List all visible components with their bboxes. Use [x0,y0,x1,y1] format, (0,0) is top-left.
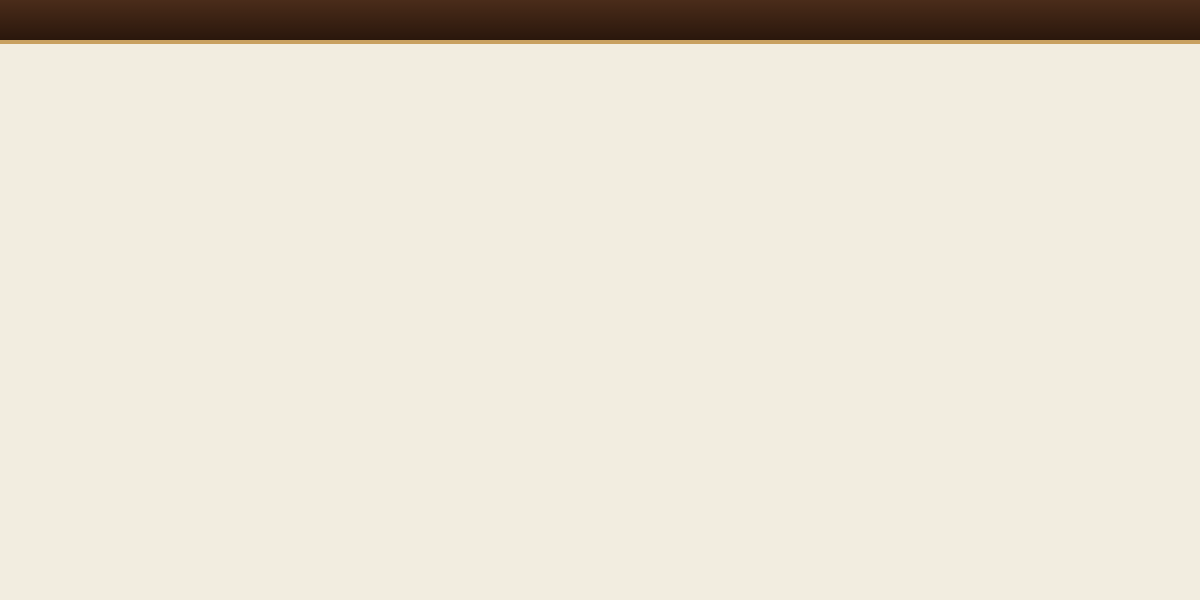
header-strip [0,40,1200,44]
header-bar [0,0,1200,40]
